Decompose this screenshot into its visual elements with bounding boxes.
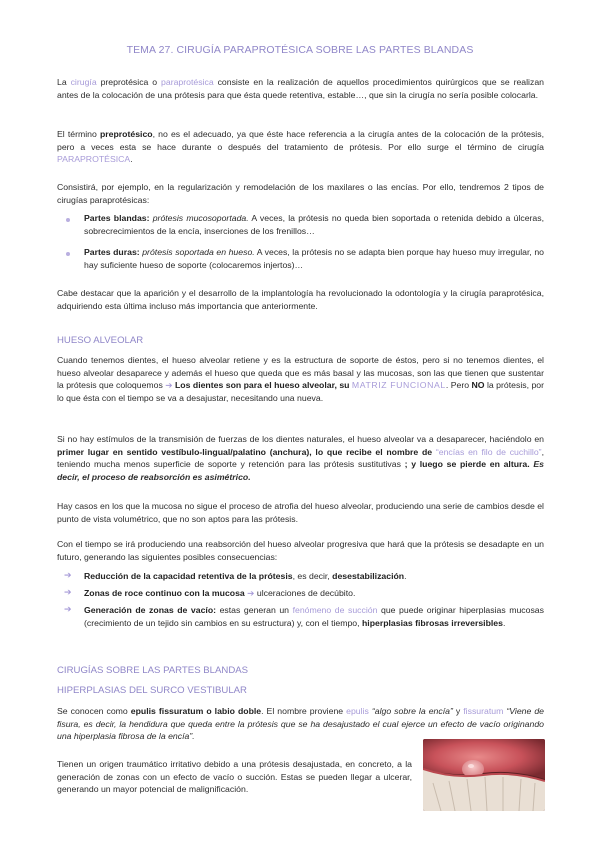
text: ; y luego se pierde en altura. xyxy=(404,459,530,470)
bold-preprotesico: preprotésico xyxy=(99,129,153,139)
text: . El nombre proviene xyxy=(261,706,347,716)
text: , es decir, xyxy=(292,571,333,581)
intro-paragraph-2 xyxy=(57,128,544,166)
text: . xyxy=(404,571,407,581)
highlight-encias-filo: “encías en filo de cuchillo” xyxy=(435,446,542,457)
intro-paragraph-3: Consistirá, por ejemplo, en la regularización y remodelación de los maxilares o las encías. Por ello, tendremos 2 tipos de cirugías paraprotésicas: xyxy=(57,182,544,205)
text: Generación de zonas de vacío: xyxy=(84,605,217,615)
text: . xyxy=(502,617,506,628)
text: Si no hay estímulos de la transmisión de fuerzas de los dientes naturales, el hueso alveolar va a desaparecer, haciéndolo en xyxy=(57,434,544,444)
cirugias-paragraph-2: Tienen un origen traumático irritativo debido a una prótesis desajustada, en concreto, a la generación de zonas con un efecto de vacío o succión. Estas se pueden llegar a ulcerar, generando un mayor potencial de malignificación. xyxy=(57,759,412,795)
text: Partes duras: xyxy=(84,247,140,257)
hueso-paragraph-2 xyxy=(57,433,544,483)
text: Zonas de roce continuo con la mucosa xyxy=(84,588,245,598)
section-heading-cirugias: CIRUGÍAS SOBRE LAS PARTES BLANDAS xyxy=(57,665,249,676)
text: A veces, la prótesis no queda bien soportada o retenida debido a úlceras, sobrecrecimientos de la encía, inserciones de los frenillos… xyxy=(84,213,545,236)
text: , teniendo mucha menos superficie de soporte y retención para las prótesis sustitutivas xyxy=(57,446,544,470)
highlight-epulis: epulis xyxy=(346,706,369,716)
text: “Viene de fisura, es decir, la hendidura que queda entre la prótesis que se ha desajustado el cual ejerce un efecto de vacío originando una hiperplasia fibrosa de la encía”. xyxy=(57,706,545,742)
text: hiperplasias fibrosas irreversibles xyxy=(361,617,503,628)
clinical-photo-epulis xyxy=(423,739,545,811)
section-heading-hueso: HUESO ALVEOLAR xyxy=(57,335,144,346)
text: Los dientes son para el hueso alveolar, su xyxy=(172,380,352,391)
arrow-icon: ➔ xyxy=(165,380,173,391)
consequence-item-3 xyxy=(84,604,544,629)
text: El término xyxy=(57,129,100,139)
text: ulceraciones de decúbito. xyxy=(256,588,356,598)
text: A veces, la prótesis no se adapta bien porque hay hueso muy irregular, no hay suficiente hueso de soporte (colocaremos injertos)… xyxy=(84,247,545,270)
text: preprotésica o xyxy=(96,77,162,87)
bullet-icon xyxy=(66,218,70,222)
text: Es decir, el proceso de reabsorción es asimétrico. xyxy=(57,459,544,482)
text: Cuando tenemos dientes, el hueso alveolar retiene y es la estructura de soporte de éstos, pero si no tenemos dientes, el hueso alveolar desaparece y además el hueso que queda que es más basal y las mucosas, son las que tienen que sustentar la prótesis que coloquemos xyxy=(57,355,544,391)
intro-paragraph-4: Cabe destacar que la aparición y el desarrollo de la implantología ha revolucionado la odontología y la cirugía paraprotésica, adquiriendo esta última incluso más importancia que anteriormente. xyxy=(57,288,544,311)
highlight-cirugia: cirugía xyxy=(70,77,97,87)
consequence-item-1 xyxy=(84,570,544,583)
text: Se conocen como xyxy=(57,706,131,716)
highlight-fissuratum: fissuratum xyxy=(463,706,504,716)
text: La xyxy=(57,77,71,87)
text: epulis fissuratum o labio doble xyxy=(130,706,262,716)
highlight-matriz-funcional: MATRIZ FUNCIONAL xyxy=(351,380,446,391)
text: “algo sobre la encía” xyxy=(368,706,453,716)
text: y xyxy=(452,706,464,716)
text: prótesis mucosoportada. xyxy=(149,213,249,223)
text: Reducción de la capacidad retentiva de la prótesis xyxy=(84,571,293,581)
arrow-icon: ➔ xyxy=(64,604,72,614)
hueso-paragraph-4: Con el tiempo se irá produciendo una reabsorción del hueso alveolar progresiva que hará que la prótesis se desadapte en un futuro, generando las siguientes posibles consecuencias: xyxy=(57,539,544,562)
highlight-fenomeno-succion: fenómeno de succión xyxy=(292,605,378,615)
highlight-paraprotesica-term: PARAPROTÉSICA xyxy=(57,154,131,165)
intro-paragraph-1 xyxy=(57,76,544,101)
arrow-icon: ➔ xyxy=(64,587,72,597)
text: , no es el adecuado, ya que éste hace referencia a la cirugía antes de la colocación de la prótesis, pero a veces esta se hace durante o después del tratamiento de prótesis. Por ello surge el término de cirugía xyxy=(57,129,544,152)
list-item-partes-duras xyxy=(84,246,544,271)
consequence-item-2 xyxy=(84,587,544,600)
text: NO xyxy=(471,380,485,391)
bullet-icon xyxy=(66,252,70,256)
highlight-paraprotesica: paraprotésica xyxy=(161,77,214,87)
text: . Pero xyxy=(445,380,472,391)
arrow-icon: ➔ xyxy=(64,570,72,580)
text: Partes blandas: xyxy=(84,213,150,223)
text: primer lugar en sentido vestíbulo-lingual/palatino (anchura), lo que recibe el nombre de xyxy=(57,446,436,457)
text: consiste en la realización de aquellos procedimientos quirúrgicos que se realizan antes de la colocación de una prótesis para que ésta quede retentiva, estable…, que sin la cirugía no sería posible colocarla. xyxy=(57,77,544,100)
text: desestabilización xyxy=(332,571,405,581)
text: estas generan un xyxy=(216,605,293,615)
text: prótesis soportada en hueso. xyxy=(139,247,255,257)
hueso-paragraph-3: Hay casos en los que la mucosa no sigue el proceso de atrofia del hueso alveolar, produciendo una serie de cambios desde el punto de vista volumétrico, que no son aptos para las prótesis. xyxy=(57,501,544,524)
subsection-heading-hiperplasias: HIPERPLASIAS DEL SURCO VESTIBULAR xyxy=(57,685,247,696)
list-item-partes-blandas xyxy=(84,212,544,237)
cirugias-paragraph-1 xyxy=(57,705,544,743)
clinical-photo-drawing xyxy=(423,739,545,811)
page-title: TEMA 27. CIRUGÍA PARAPROTÉSICA SOBRE LAS PARTES BLANDAS xyxy=(126,44,474,56)
text: la prótesis, por lo que ésta con el tiempo se va a desajustar, necesitando una nueva. xyxy=(57,380,544,403)
hueso-paragraph-1 xyxy=(57,354,544,404)
text: . xyxy=(130,154,133,165)
arrow-icon: ➔ xyxy=(244,588,257,598)
text: que puede originar hiperplasias mucosas (crecimiento de un tejido sin cambios en su estructura) y, con el tiempo, xyxy=(84,605,544,628)
